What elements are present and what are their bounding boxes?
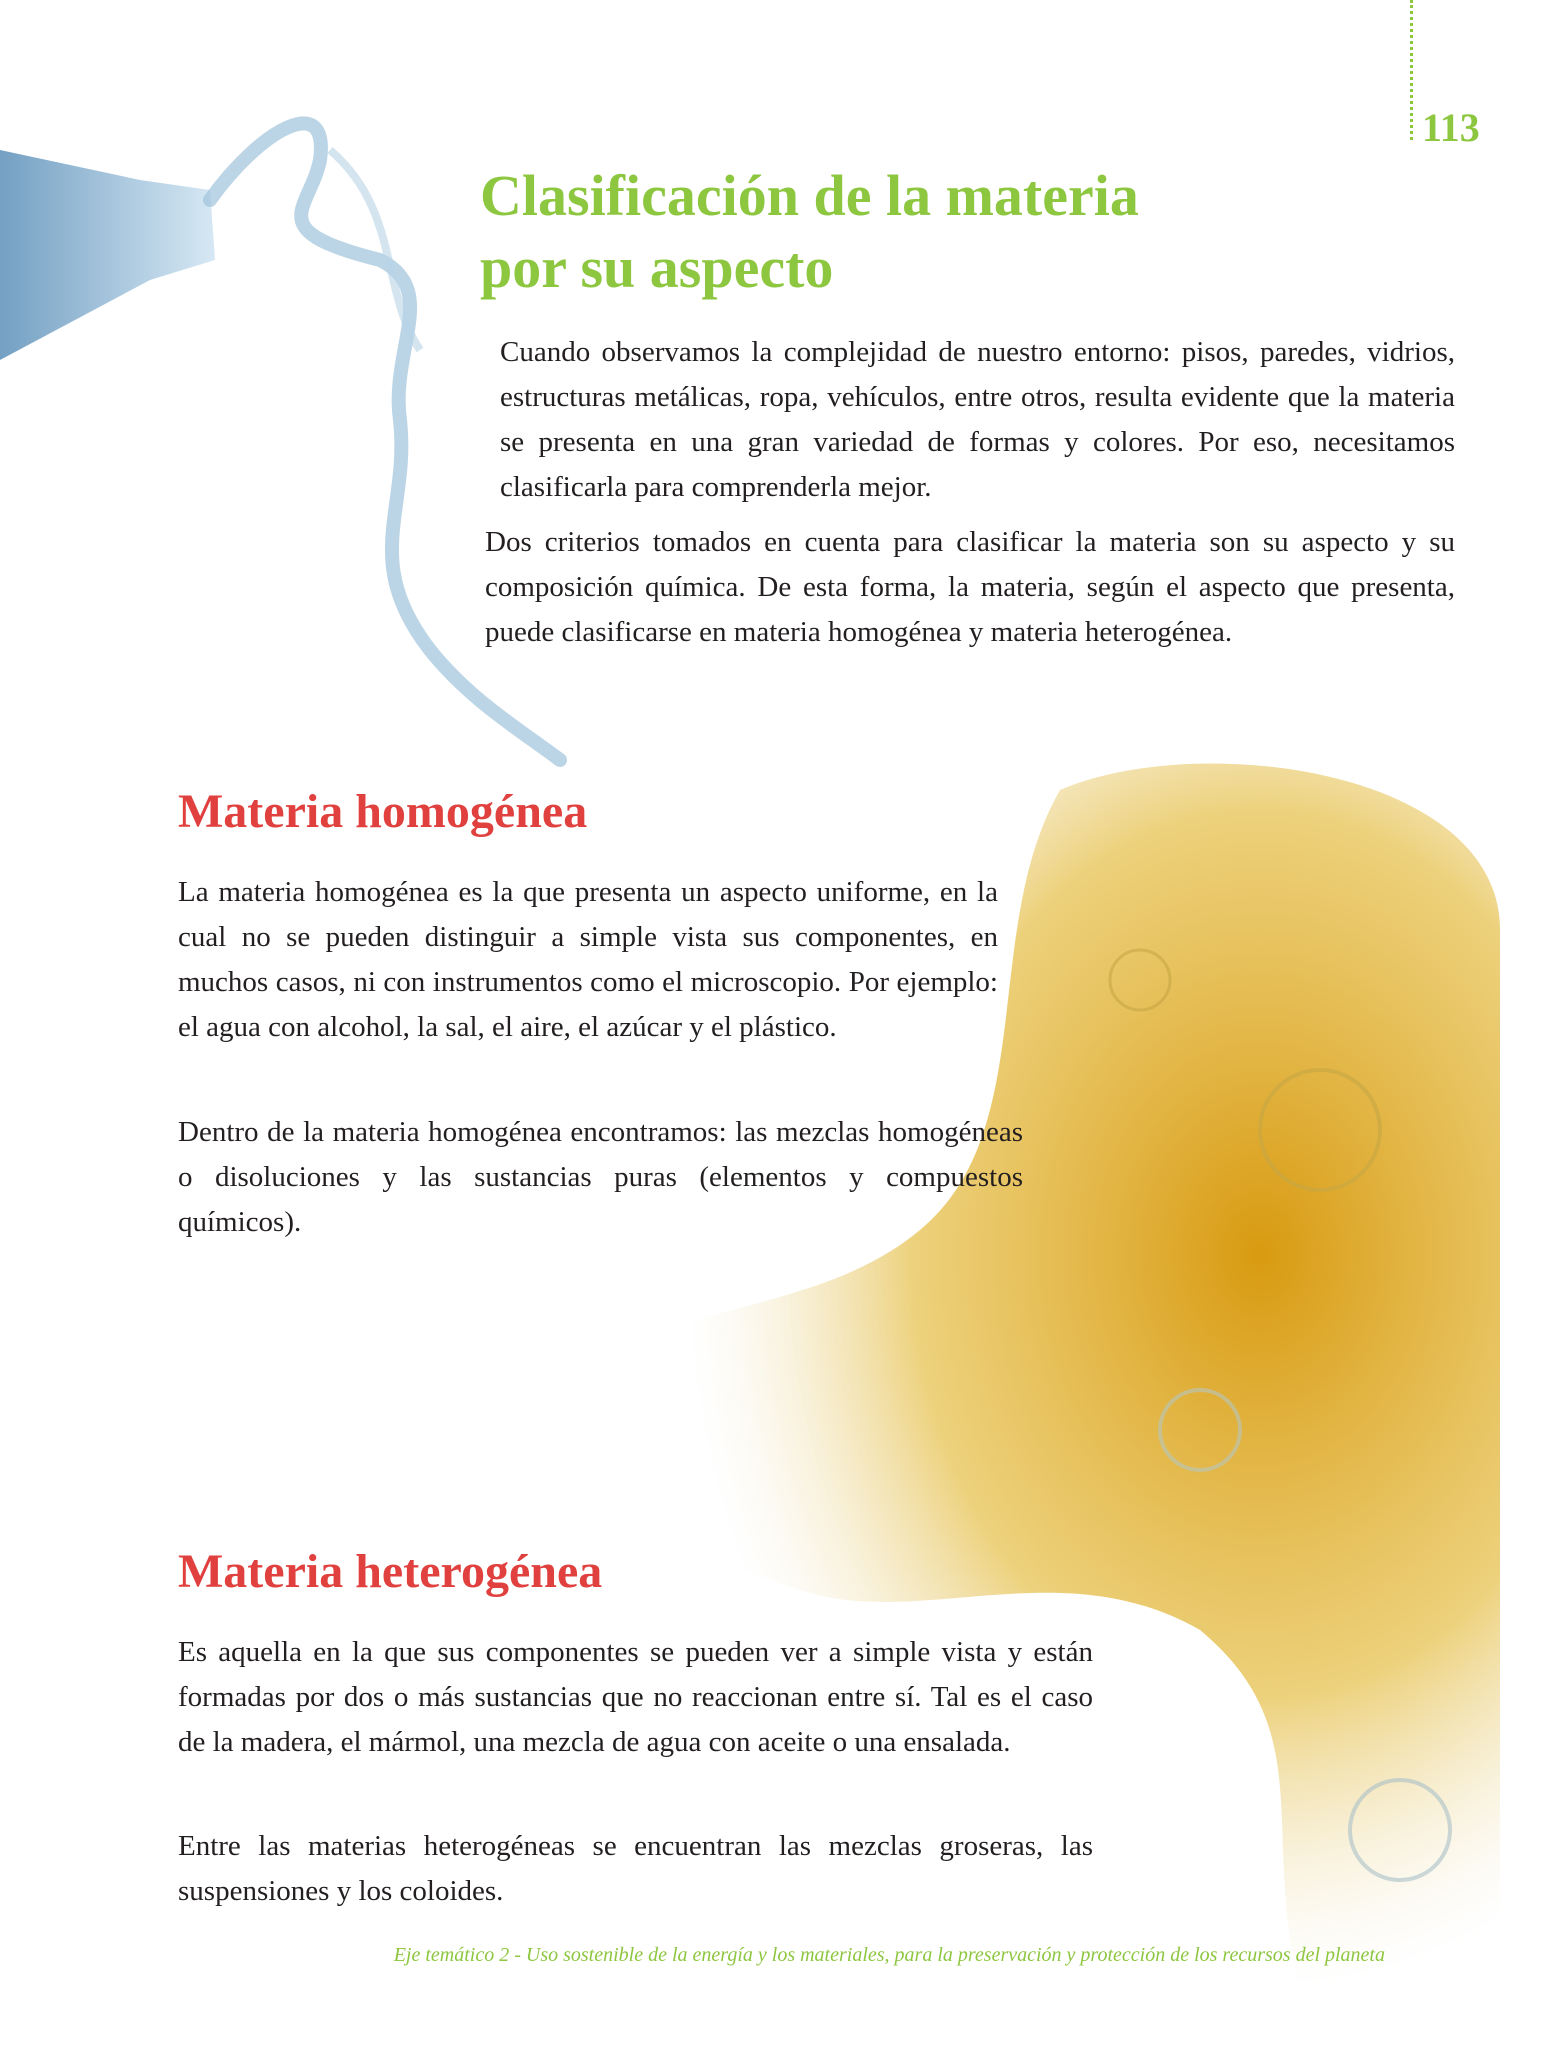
page-number: 113 — [1422, 105, 1480, 150]
homogenea-paragraph-2: Dentro de la materia homogénea encontramos: las mezclas homogéneas o disoluciones y las sustancias puras (elementos y compuestos químicos). — [178, 1116, 1023, 1238]
footer-theme-line: Eje temático 2 - Uso sostenible de la energía y los materiales, para la preservación y protección de los recursos del planeta — [393, 1944, 1385, 1966]
intro-paragraph-2: Dos criterios tomados en cuenta para clasificar la materia son su aspecto y su composición química. De esta forma, la materia, según el aspecto que presenta, puede clasificarse en materia homogénea y materia heterogénea. — [485, 526, 1455, 648]
heading-homogenea: Materia homogénea — [178, 785, 588, 838]
heading-heterogenea: Materia heterogénea — [178, 1545, 603, 1598]
heterogenea-paragraph-2: Entre las materias heterogéneas se encuentran las mezclas groseras, las suspensiones y los coloides. — [178, 1830, 1093, 1907]
heterogenea-paragraph-1: Es aquella en la que sus componentes se pueden ver a simple vista y están formadas por dos o más sustancias que no reaccionan entre sí. Tal es el caso de la madera, el mármol, una mezcla de agua con aceite o una ensalada. — [178, 1636, 1093, 1758]
title-line-2: por su aspecto — [480, 235, 834, 300]
page-title — [480, 160, 1139, 304]
title-line-1: Clasificación de la materia — [480, 163, 1139, 228]
page-number-divider — [1410, 0, 1413, 140]
intro-paragraph-1: Cuando observamos la complejidad de nuestro entorno: pisos, paredes, vidrios, estructuras metálicas, ropa, vehículos, entre otros, resulta evidente que la materia se presenta en una gran variedad de formas y colores. Por eso, necesitamos clasificarla para comprenderla mejor. — [500, 336, 1455, 503]
homogenea-paragraph-1: La materia homogénea es la que presenta un aspecto uniforme, en la cual no se pueden distinguir a simple vista sus componentes, en muchos casos, ni con instrumentos como el microscopio. Por ejemplo: el agua con alcohol, la sal, el aire, el azúcar y el plástico. — [178, 876, 998, 1043]
